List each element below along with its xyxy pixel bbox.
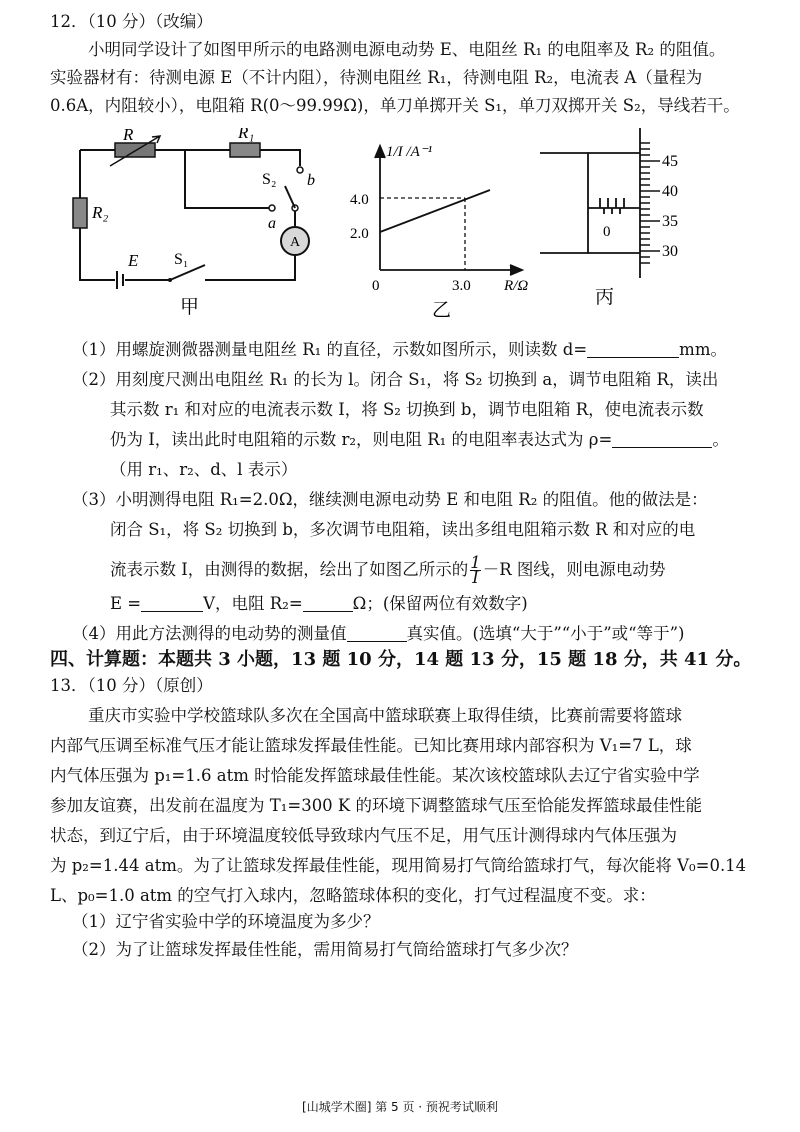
circuit-diagram <box>80 150 300 280</box>
q12-intro-3: 0.6A，内阻较小），电阻箱 R(0～99.99Ω)，单刀单掷开关 S₁，单刀双掷开关 S₂，导线若干。 <box>50 96 740 115</box>
figure-label-bing: 丙 <box>595 287 615 308</box>
figure-label-jia: 甲 <box>180 297 200 318</box>
q13-line-3: 内气体压强为 p₁=1.6 atm 时恰能发挥篮球最佳性能。某次该校篮球队去辽宁省实验中学 <box>50 766 700 785</box>
answer-blank-r2[interactable] <box>303 593 353 612</box>
section-4-heading: 四、计算题：本题共 3 小题，13 题 10 分，14 题 13 分，15 题 18 分，共 41 分。 <box>50 649 752 670</box>
q12-part2-line4: （用 r₁、r₂、d、l 表示） <box>110 460 298 479</box>
switch-s1-pivot <box>168 278 172 282</box>
answer-blank-rho[interactable] <box>612 429 712 448</box>
graph-axes <box>375 146 522 275</box>
micrometer-40: 40 <box>662 183 678 200</box>
q12-intro-1: 小明同学设计了如图甲所示的电路测电源电动势 E、电阻丝 R₁ 的电阻率及 R₂ 的阻值。 <box>88 40 726 59</box>
resistor-r1 <box>230 143 260 157</box>
q13-line-4: 参加友谊赛，出发前在温度为 T₁=300 K 的环境下调整篮球气压至恰能发挥篮球最佳性能 <box>50 796 702 815</box>
q13-sub-2: （2）为了让篮球发挥最佳性能，需用简易打气筒给篮球打气多少次？ <box>72 940 578 959</box>
page-footer: [山城学术圈] 第 5 页 · 预祝考试顺利 <box>302 1100 498 1114</box>
micrometer <box>540 128 640 278</box>
micrometer-30: 30 <box>662 243 678 260</box>
graph-ytick-40: 4.0 <box>350 192 369 208</box>
answer-blank-d[interactable] <box>587 339 679 358</box>
label-r1: R₁ <box>238 128 255 142</box>
figure-row <box>0 128 800 328</box>
q12-part2-line2: 其示数 r₁ 和对应的电流表示数 I，将 S₂ 切换到 b，调节电阻箱 R，使电流表示数 <box>110 400 704 419</box>
battery-e <box>117 271 123 289</box>
q12-header: 12．（10 分）（改编） <box>50 12 213 31</box>
graph-xlabel: R/Ω <box>504 278 529 294</box>
q12-part3-line2: 闭合 S₁，将 S₂ 切换到 b，多次调节电阻箱，读出多组电阻箱示数 R 和对应的电 <box>110 520 696 539</box>
switch-s2-b-terminal <box>297 167 303 173</box>
answer-blank-compare[interactable] <box>347 623 407 642</box>
switch-s2-blade <box>285 186 295 208</box>
graph-xtick-30: 3.0 <box>452 278 471 294</box>
graph-ytick-20: 2.0 <box>350 226 369 242</box>
graph-origin: 0 <box>372 278 380 294</box>
switch-s2-a-terminal <box>269 205 275 211</box>
q12-part3-line1: （3）小明测得电阻 R₁=2.0Ω，继续测电源电动势 E 和电阻 R₂ 的阻值。他的做法是： <box>72 490 708 509</box>
q12-part2-line1: （2）用刻度尺测出电阻丝 R₁ 的长为 l。闭合 S₁，将 S₂ 切换到 a，调节电阻箱 R，读出 <box>72 370 719 389</box>
graph-line <box>380 190 490 232</box>
q13-line-1: 重庆市实验中学校篮球队多次在全国高中篮球联赛上取得佳绩，比赛前需要将篮球 <box>88 706 682 725</box>
q12-part3-line3: 流表示数 I，由测得的数据，绘出了如图乙所示的 $\frac{1}{I}$ －R 图线，则电源电动势 <box>110 553 666 587</box>
answer-blank-e[interactable] <box>141 593 203 612</box>
q12-part3-line4: E = V，电阻 R₂= Ω；(保留两位有效数字) <box>110 594 528 613</box>
graph-ylabel: 1/I /A⁻¹ <box>386 144 433 160</box>
label-s2: S₂ <box>262 171 277 188</box>
label-ammeter: A <box>290 235 301 250</box>
q13-line-7: L、p₀=1.0 atm 的空气打入球内，忽略篮球体积的变化，打气过程温度不变。求： <box>50 886 656 905</box>
q13-header: 13．（10 分）（原创） <box>50 676 213 695</box>
label-r2: R₂ <box>92 203 109 222</box>
rheostat-r <box>115 143 155 157</box>
label-r: R <box>123 128 134 144</box>
micrometer-zero: 0 <box>603 224 611 240</box>
label-s1: S₁ <box>174 251 189 268</box>
q12-part4: （4）用此方法测得的电动势的测量值 真实值。(选填“大于”“小于”或“等于”) <box>72 624 685 643</box>
q13-line-6: 为 p₂=1.44 atm。为了让篮球发挥最佳性能，现用简易打气筒给篮球打气，每次能将 V₀=0.14 <box>50 856 747 875</box>
label-e: E <box>128 251 139 270</box>
label-b: b <box>307 172 315 189</box>
micrometer-45: 45 <box>662 153 678 170</box>
label-a: a <box>268 215 276 232</box>
q12-intro-2: 实验器材有：待测电源 E（不计内阻），待测电阻丝 R₁，待测电阻 R₂，电流表 A（量程为 <box>50 68 703 87</box>
q13-sub-1: （1）辽宁省实验中学的环境温度为多少？ <box>72 912 380 931</box>
figure-label-yi: 乙 <box>432 300 452 321</box>
micrometer-35: 35 <box>662 213 678 230</box>
q12-part2-line3: 仍为 I，读出此时电阻箱的示数 r₂，则电阻 R₁ 的电阻率表达式为 ρ= 。 <box>110 430 729 449</box>
q13-line-5: 状态，到辽宁后，由于环境温度较低导致球内气压不足，用气压计测得球内气体压强为 <box>50 826 677 845</box>
resistor-r2 <box>73 198 87 228</box>
micrometer-thimble-ticks <box>640 143 660 263</box>
fraction-1-over-i: $\frac{1}{I}$ <box>470 553 481 587</box>
q13-line-2: 内部气压调至标准气压才能让篮球发挥最佳性能。已知比赛用球内部容积为 V₁=7 L，球 <box>50 736 692 755</box>
q12-part1: （1）用螺旋测微器测量电阻丝 R₁ 的直径，示数如图所示，则读数 d= mm。 <box>72 340 727 359</box>
